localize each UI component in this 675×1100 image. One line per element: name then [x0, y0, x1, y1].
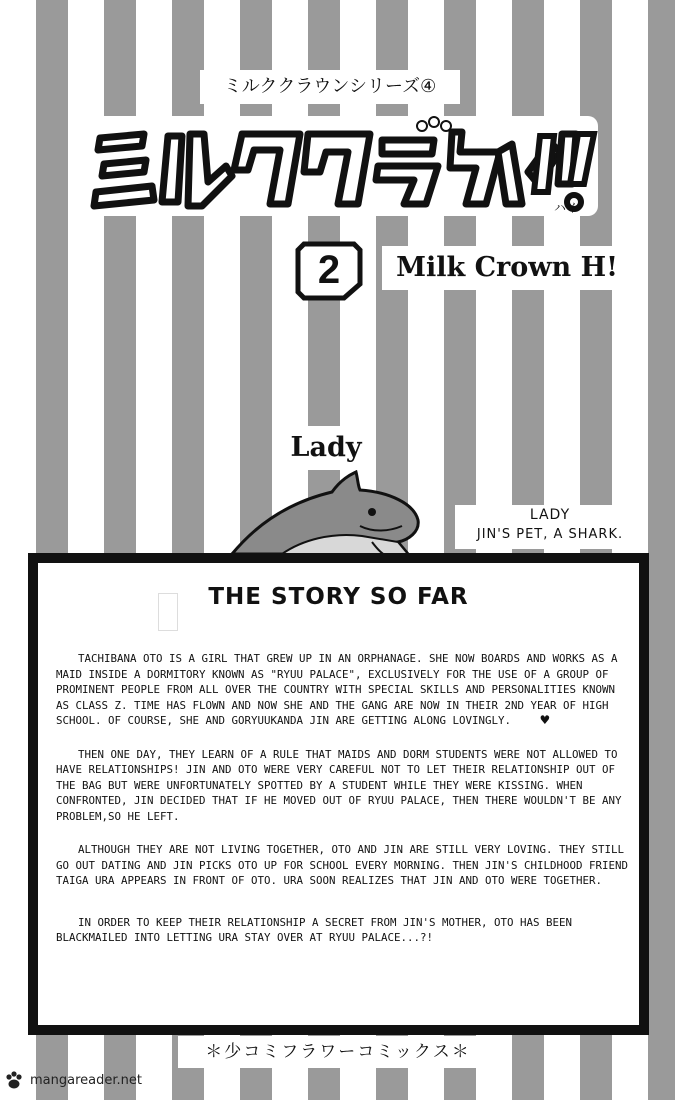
- imprint-label: ＊少コミフラワーコミックス＊: [178, 1036, 498, 1068]
- story-paragraph: THEN ONE DAY, THEY LEARN OF A RULE THAT MAIDS AND DORM STUDENTS WERE NOT ALLOWED TO HAVE RELATIONSHIPS! JIN AND OTO WERE VERY CAREFUL NOT TO LET THEIR RELATIONSHIP OUT OF THE BAG BUT WERE UNFORTUNATELY SPOTTED BY A STUDENT WHILE THEY WERE KISSING. WHEN CONFRONTED, JIN DECIDED THAT IF HE MOVED OUT OF RYUU PALACE, THEN THERE WOULDN'T BE ANY PROBLEM,SO HE LEFT.: [56, 747, 622, 823]
- character-note-name: LADY: [529, 507, 571, 523]
- watermark: [4, 1068, 174, 1094]
- story-paragraph: IN ORDER TO KEEP THEIR RELATIONSHIP A SECRET FROM JIN'S MOTHER, OTO HAS BEEN BLACKMAILED INTO LETTING URA STAY OVER AT RYUU PALACE...?!: [56, 915, 573, 944]
- watermark-text: mangareader.net: [30, 1073, 142, 1088]
- story-paragraphs: [56, 651, 634, 964]
- heart-icon: ♥: [539, 713, 551, 727]
- character-note-description: JIN'S PET, A SHARK.: [476, 527, 624, 542]
- title-logo: [82, 112, 602, 222]
- story-paragraph: ALTHOUGH THEY ARE NOT LIVING TOGETHER, OTO AND JIN ARE STILL VERY LOVING. THEY STILL GO OUT DATING AND JIN PICKS OTO UP FOR SCHOOL EVERY MORNING. THEN JIN'S CHILDHOOD FRIEND TAIGA URA APPEARS IN FRONT OF OTO. URA SOON REALIZES THAT JIN AND OTO WERE TOGETHER.: [56, 843, 629, 887]
- story-paragraph-text: TACHIBANA OTO IS A GIRL THAT GREW UP IN AN ORPHANAGE. SHE NOW BOARDS AND WORKS AS A MAID INSIDE A DORMITORY KNOWN AS "RYUU PALACE", EXCLUSIVELY FOR THE USE OF A GROUP OF PROMINENT PEOPLE FROM ALL OVER THE COUNTRY WITH SPECIAL SKILLS AND PERSONALITIES KNOWN AS CLASS Z. TIME HAS FLOWN AND NOW SHE AND THE GANG ARE NOW IN THEIR 2ND YEAR OF HIGH SCHOOL. OF COURSE, SHE AND GORYUUKANDA JIN ARE GETTING ALONG LOVINGLY.: [56, 652, 618, 727]
- character-name-label: Lady: [276, 426, 376, 470]
- shark-illustration: [222, 470, 422, 560]
- volume-number: 2: [317, 248, 341, 292]
- svg-text:ハイ: ハイ: [554, 201, 579, 215]
- story-so-far-box: [28, 553, 649, 1035]
- paw-icon: [4, 1071, 28, 1091]
- story-title: THE STORY SO FAR: [208, 584, 469, 610]
- english-title: Milk Crown H!: [382, 246, 632, 290]
- character-note: [455, 505, 645, 549]
- series-label: ミルククラウンシリーズ④: [200, 70, 460, 104]
- story-paragraph: [56, 651, 634, 729]
